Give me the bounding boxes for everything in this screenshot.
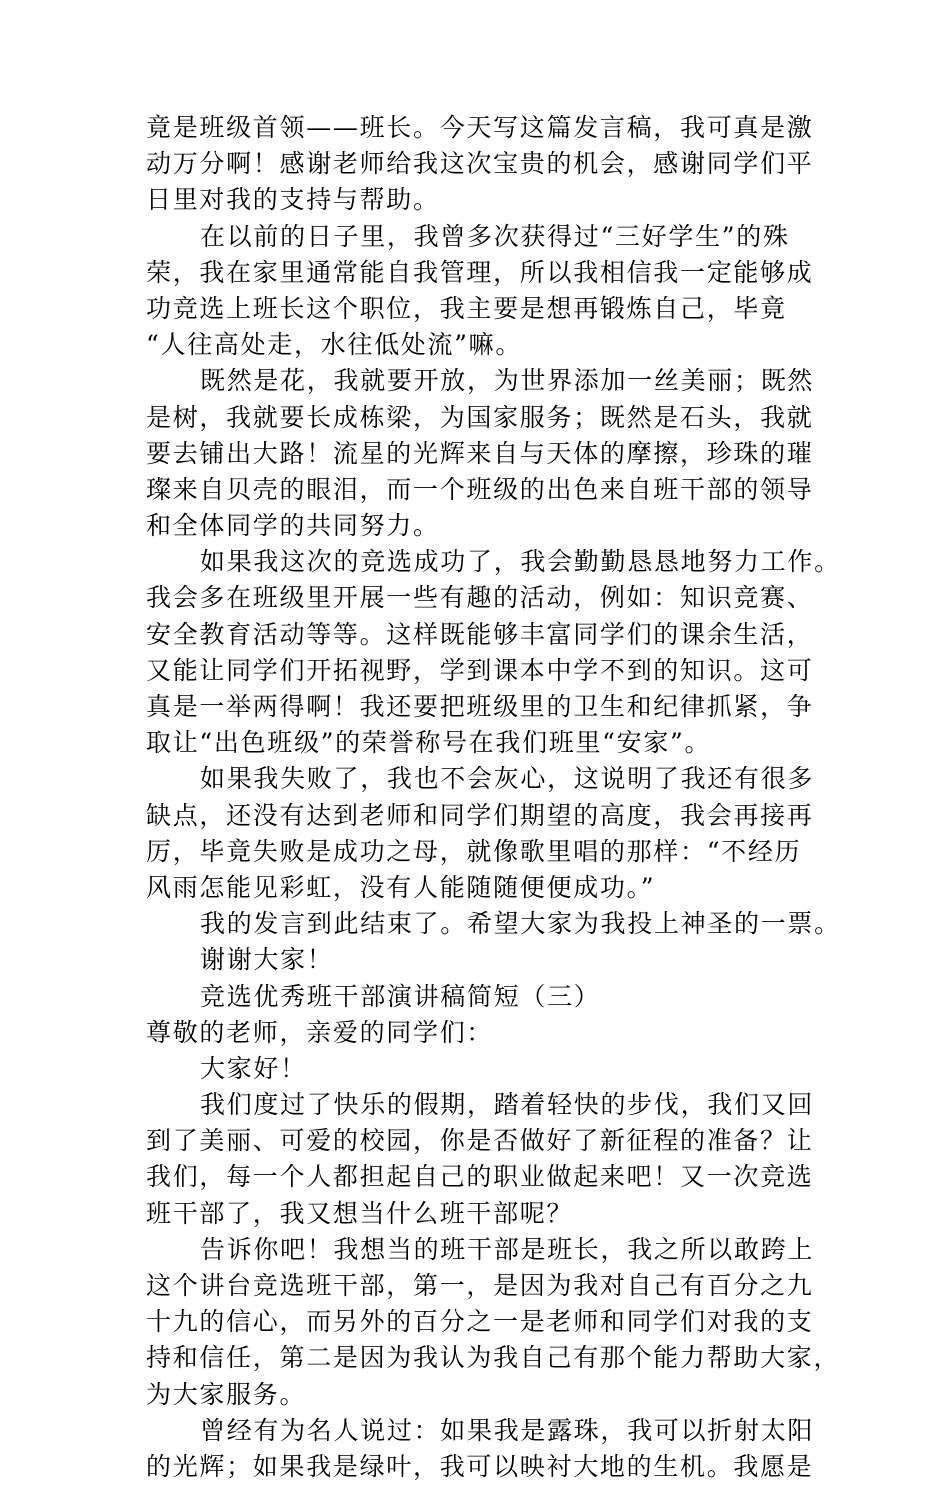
text-line: 风雨怎能见彩虹，没有人能随随便便成功。” (146, 872, 656, 902)
text-line: 荣，我在家里通常能自我管理，所以我相信我一定能够成 (146, 257, 814, 287)
text-line: 我会多在班级里开展一些有趣的活动，例如：知识竞赛、 (146, 583, 814, 613)
text-line: 功竞选上班长这个职位，我主要是想再锻炼自己，毕竟 (146, 293, 787, 323)
text-line: 持和信任，第二是因为我认为我自己有那个能力帮助大家， (146, 1343, 841, 1373)
text-line: 谢谢大家！ (200, 945, 334, 975)
text-line: 日里对我的支持与帮助。 (146, 185, 440, 215)
text-line: 要去铺出大路！流星的光辉来自与天体的摩擦，珍珠的璀 (146, 438, 814, 468)
text-line: 曾经有为名人说过：如果我是露珠，我可以折射太阳 (200, 1415, 815, 1445)
text-line: 既然是花，我就要开放，为世界添加一丝美丽；既然 (200, 366, 815, 396)
text-line: 如果我这次的竞选成功了，我会勤勤恳恳地努力工作。 (200, 547, 841, 577)
text-line: 安全教育活动等等。这样既能够丰富同学们的课余生活， (146, 619, 814, 649)
text-line: 大家好！ (200, 1053, 307, 1083)
text-line: “人往高处走，水往低处流”嘛。 (146, 330, 523, 360)
text-line: 竟是班级首领——班长。今天写这篇发言稿，我可真是激 (146, 113, 814, 142)
text-line: 为大家服务。 (146, 1379, 307, 1409)
text-line: 动万分啊！感谢老师给我这次宝贵的机会，感谢同学们平 (146, 149, 814, 179)
text-line: 是树，我就要长成栋梁，为国家服务；既然是石头，我就 (146, 402, 814, 432)
text-line: 竞选优秀班干部演讲稿简短（三） (200, 981, 601, 1011)
text-line: 告诉你吧！我想当的班干部是班长，我之所以敢跨上 (200, 1234, 815, 1264)
text-line: 班干部了，我又想当什么班干部呢？ (146, 1198, 574, 1228)
document-body (146, 110, 841, 1485)
text-line: 的光辉；如果我是绿叶，我可以映衬大地的生机。我愿是 (146, 1451, 814, 1481)
text-line: 我们，每一个人都担起自己的职业做起来吧！又一次竞选 (146, 1162, 814, 1192)
text-line: 真是一举两得啊！我还要把班级里的卫生和纪律抓紧，争 (146, 692, 814, 721)
text-line: 我们度过了快乐的假期，踏着轻快的步伐，我们又回 (200, 1090, 815, 1120)
text-line: 取让“出色班级”的荣誉称号在我们班里“安家”。 (146, 728, 712, 758)
text-line: 十九的信心，而另外的百分之一是老师和同学们对我的支 (146, 1307, 814, 1337)
text-line: 我的发言到此结束了。希望大家为我投上神圣的一票。 (200, 909, 841, 939)
text-line: 缺点，还没有达到老师和同学们期望的高度，我会再接再 (146, 800, 814, 830)
text-line: 又能让同学们开拓视野，学到课本中学不到的知识。这可 (146, 655, 814, 685)
text-line: 在以前的日子里，我曾多次获得过“三好学生”的殊 (200, 221, 790, 251)
text-line: 璨来自贝壳的眼泪，而一个班级的出色来自班干部的领导 (146, 474, 814, 504)
text-line: 和全体同学的共同努力。 (146, 511, 440, 541)
text-line: 这个讲台竞选班干部，第一，是因为我对自己有百分之九 (146, 1271, 814, 1300)
text-line: 如果我失败了，我也不会灰心，这说明了我还有很多 (200, 764, 815, 794)
text-line: 到了美丽、可爱的校园，你是否做好了新征程的准备？让 (146, 1126, 814, 1156)
text-line: 尊敬的老师，亲爱的同学们： (146, 1017, 494, 1047)
text-line: 厉，毕竟失败是成功之母，就像歌里唱的那样：“不经历 (146, 836, 802, 866)
